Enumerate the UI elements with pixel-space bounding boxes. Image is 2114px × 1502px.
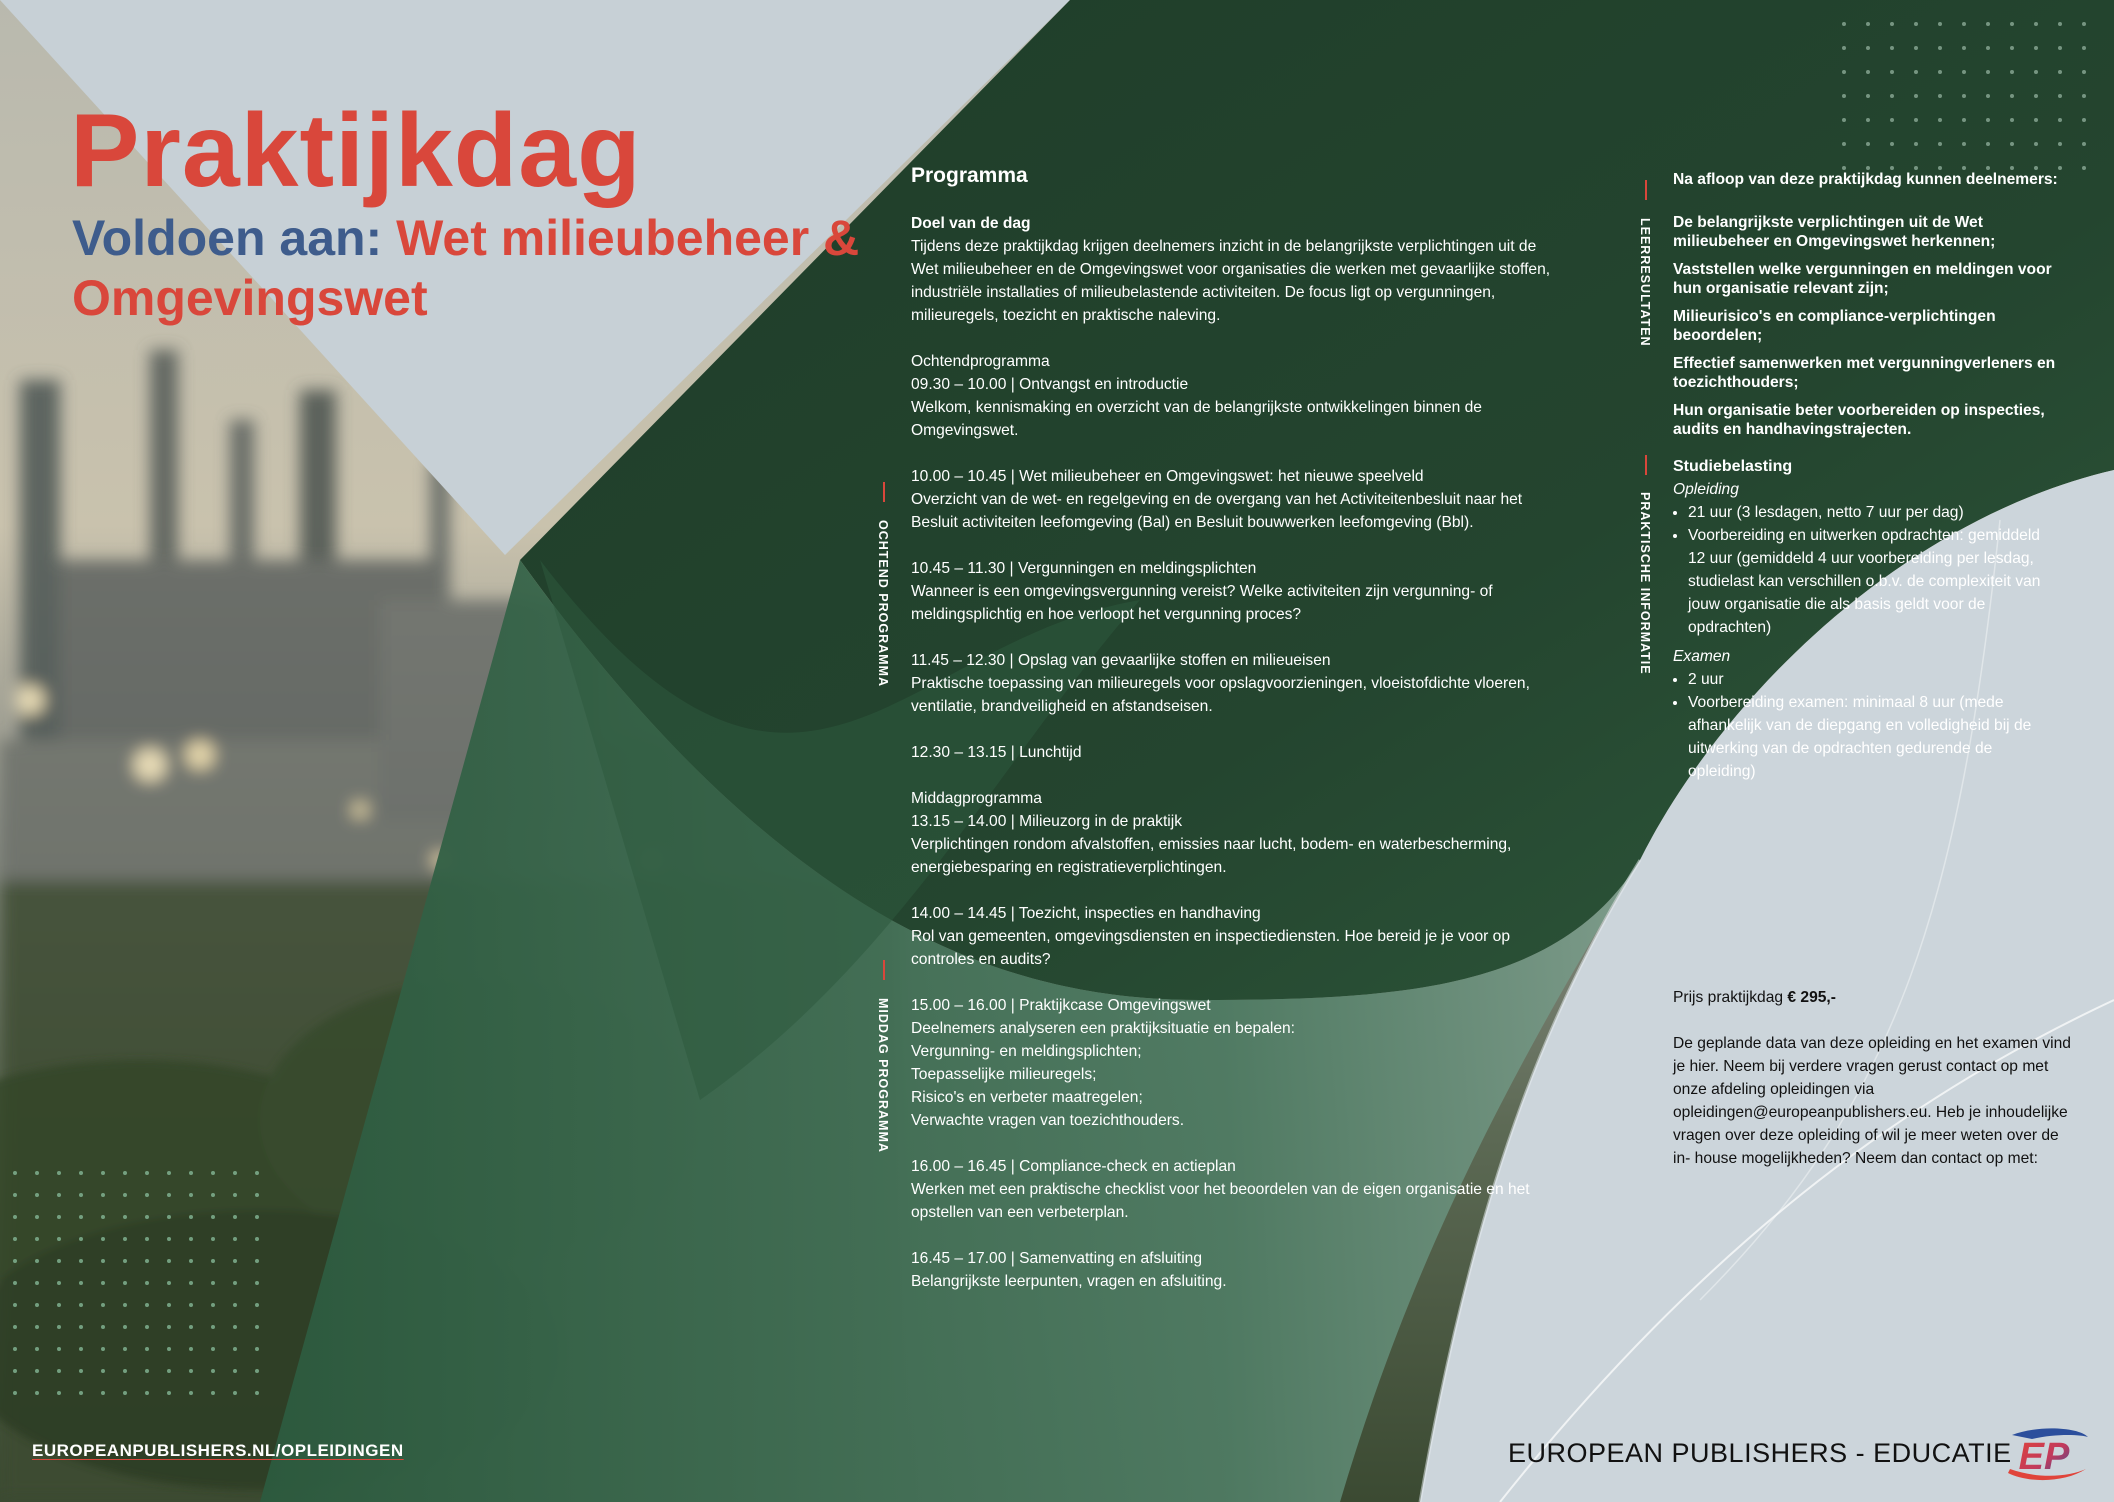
price-amount: € 295,- <box>1787 989 1836 1006</box>
brand-name: EUROPEAN PUBLISHERS - EDUCATIE <box>1508 1438 2012 1468</box>
program-heading: Programma <box>911 164 1028 187</box>
program-item <box>911 902 1561 971</box>
program-item <box>911 557 1561 626</box>
subtitle-part-1: Voldoen aan: <box>72 210 397 266</box>
outcome-item: Milieurisico's en compliance-verplichtingen beoordelen; <box>1673 308 1996 344</box>
program-item-title: 15.00 – 16.00 | Praktijkcase Omgevingswet <box>911 997 1211 1014</box>
case-point: Vergunning- en meldingsplichten; <box>911 1043 1142 1060</box>
price-section <box>1673 986 2073 1170</box>
exam-list <box>1673 668 2053 783</box>
program-item <box>911 741 1561 764</box>
program-item-text: Belangrijkste leerpunten, vragen en afsluiting. <box>911 1273 1227 1290</box>
goal-heading: Doel van de dag <box>911 215 1031 232</box>
website-link[interactable]: EUROPEANPUBLISHERS.NL/OPLEIDINGEN <box>32 1441 404 1460</box>
program-item-text: Verplichtingen rondom afvalstoffen, emissies naar lucht, bodem- en waterbescherming, energiebesparing en registratieverplichtingen. <box>911 836 1512 876</box>
goal-text: Tijdens deze praktijkdag krijgen deelnemers inzicht in de belangrijkste verplichtingen uit de Wet milieubeheer en de Omgevingswet voor organisaties die werken met gevaarlijke stoffen, industriële installaties of milieubelastende activiteiten. De focus ligt op vergunningen, milieuregels, toezicht en praktische naleving. <box>911 238 1551 324</box>
program-item-text: Praktische toepassing van milieuregels voor opslagvoorzieningen, vloeistofdichte vloeren, ventilatie, brandveiligheid en afstandseisen. <box>911 675 1530 715</box>
logo-text: EP <box>2018 1436 2070 1478</box>
page-title: Praktijkdag <box>70 93 642 209</box>
price-label: Prijs praktijkdag <box>1673 989 1788 1006</box>
morning-heading: Ochtendprogramma <box>911 353 1050 370</box>
price-line <box>1673 986 2073 1009</box>
dot-grid-top-right <box>1840 20 2100 190</box>
practical-label-line <box>1645 455 1647 475</box>
outcome-item: Effectief samenwerken met vergunningverleners en toezichthouders; <box>1673 355 2056 391</box>
exam-item: • 2 uur <box>1688 668 2053 691</box>
program-item-title: 13.15 – 14.00 | Milieuzorg in de praktijk <box>911 813 1183 830</box>
program-item-title: 16.00 – 16.45 | Compliance-check en actieplan <box>911 1158 1236 1175</box>
training-label: Opleiding <box>1673 481 1739 498</box>
side-label-afternoon: MIDDAG PROGRAMMA <box>876 998 890 1153</box>
program-item-title: 14.00 – 14.45 | Toezicht, inspecties en handhaving <box>911 905 1261 922</box>
training-list <box>1673 501 2053 639</box>
program-item <box>911 649 1561 718</box>
program-item-title: 16.45 – 17.00 | Samenvatting en afsluiting <box>911 1250 1203 1267</box>
european-publishers-logo <box>1998 1425 2090 1485</box>
contact-text: De geplande data van deze opleiding en het examen vind je hier. Neem bij verdere vragen gerust contact op met onze afdeling opleidingen via opleidingen@europeanpublishers.eu. Heb je inhoudelijke vragen over deze opleiding of wil je meer weten over de in- house mogelijkheden? Neem dan contact op met: <box>1673 1035 2071 1167</box>
program-item <box>911 350 1561 442</box>
program-item-text: Werken met een praktische checklist voor het beoordelen van de eigen organisatie en het opstellen van een verbeterplan. <box>911 1181 1530 1221</box>
program-item-text: Rol van gemeenten, omgevingsdiensten en inspectiediensten. Hoe bereid je je voor op controles en audits? <box>911 928 1511 968</box>
afternoon-label-line <box>883 960 885 980</box>
side-label-practical: PRAKTISCHE INFORMATIE <box>1638 492 1652 675</box>
outcome-item: Vaststellen welke vergunningen en meldingen voor hun organisatie relevant zijn; <box>1673 261 2052 297</box>
exam-item: • Voorbereiding examen: minimaal 8 uur (mede afhankelijk van de diepgang en volledigheid bij de uitwerking van de opdrachten gedurende de opleiding) <box>1688 691 2053 783</box>
program-item-text: Wanneer is een omgevingsvergunning vereist? Welke activiteiten zijn vergunning- of meldingsplichtig en hoe verloopt het vergunning proces? <box>911 583 1493 623</box>
program-item-text: Overzicht van de wet- en regelgeving en de overgang van het Activiteitenbesluit naar het Besluit activiteiten leefomgeving (Bal) en Besluit bouwwerken leefomgeving (Bbl). <box>911 491 1523 531</box>
study-load-heading: Studiebelasting <box>1673 458 1793 475</box>
exam-label: Examen <box>1673 648 1731 665</box>
side-label-morning: OCHTEND PROGRAMMA <box>876 520 890 687</box>
program-item-title: 10.45 – 11.30 | Vergunningen en meldingsplichten <box>911 560 1257 577</box>
results-label-line <box>1645 180 1647 200</box>
program-item-text: Welkom, kennismaking en overzicht van de belangrijkste ontwikkelingen binnen de Omgevingswet. <box>911 399 1482 439</box>
program-item <box>911 994 1561 1132</box>
program-item-title: 09.30 – 10.00 | Ontvangst en introductie <box>911 376 1189 393</box>
program-item-title: 11.45 – 12.30 | Opslag van gevaarlijke stoffen en milieueisen <box>911 652 1331 669</box>
program-item <box>911 1155 1561 1224</box>
subtitle-part-2: Wet milieubeheer & Omgevingswet <box>72 210 860 326</box>
program-item <box>911 1247 1561 1293</box>
case-point: Risico's en verbeter maatregelen; <box>911 1089 1143 1106</box>
goal-block <box>911 212 1561 327</box>
program-item <box>911 465 1561 534</box>
outcome-item: Hun organisatie beter voorbereiden op inspecties, audits en handhavingstrajecten. <box>1673 402 2045 438</box>
case-point: Toepasselijke milieuregels; <box>911 1066 1097 1083</box>
program-section <box>911 162 1561 1316</box>
afternoon-heading: Middagprogramma <box>911 790 1042 807</box>
morning-label-line <box>883 482 885 502</box>
case-point: Verwachte vragen van toezichthouders. <box>911 1112 1185 1129</box>
training-item: • Voorbereiding en uitwerken opdrachten: gemiddeld 12 uur (gemiddeld 4 uur voorbereiding per lesdag, studielast kan verschillen o.b.v. de complexiteit van jouw organisatie die als basis geldt voor de opdrachten) <box>1688 524 2053 639</box>
program-item-title: 10.00 – 10.45 | Wet milieubeheer en Omgevingswet: het nieuwe speelveld <box>911 468 1424 485</box>
learning-outcomes-section <box>1673 170 2073 448</box>
study-load-section <box>1673 456 2053 789</box>
side-label-results: LEERRESULTATEN <box>1638 218 1652 347</box>
training-item: • 21 uur (3 lesdagen, netto 7 uur per dag) <box>1688 501 2053 524</box>
dot-grid-bottom-left <box>12 1170 272 1400</box>
program-item <box>911 787 1561 879</box>
program-item-text: Deelnemers analyseren een praktijksituatie en bepalen: <box>911 1020 1296 1037</box>
outcomes-intro: Na afloop van deze praktijkdag kunnen deelnemers: <box>1673 171 2058 188</box>
lunch-line: 12.30 – 13.15 | Lunchtijd <box>911 744 1082 761</box>
outcome-item: De belangrijkste verplichtingen uit de Wet milieubeheer en Omgevingswet herkennen; <box>1673 214 1996 250</box>
page-subtitle <box>72 208 912 328</box>
